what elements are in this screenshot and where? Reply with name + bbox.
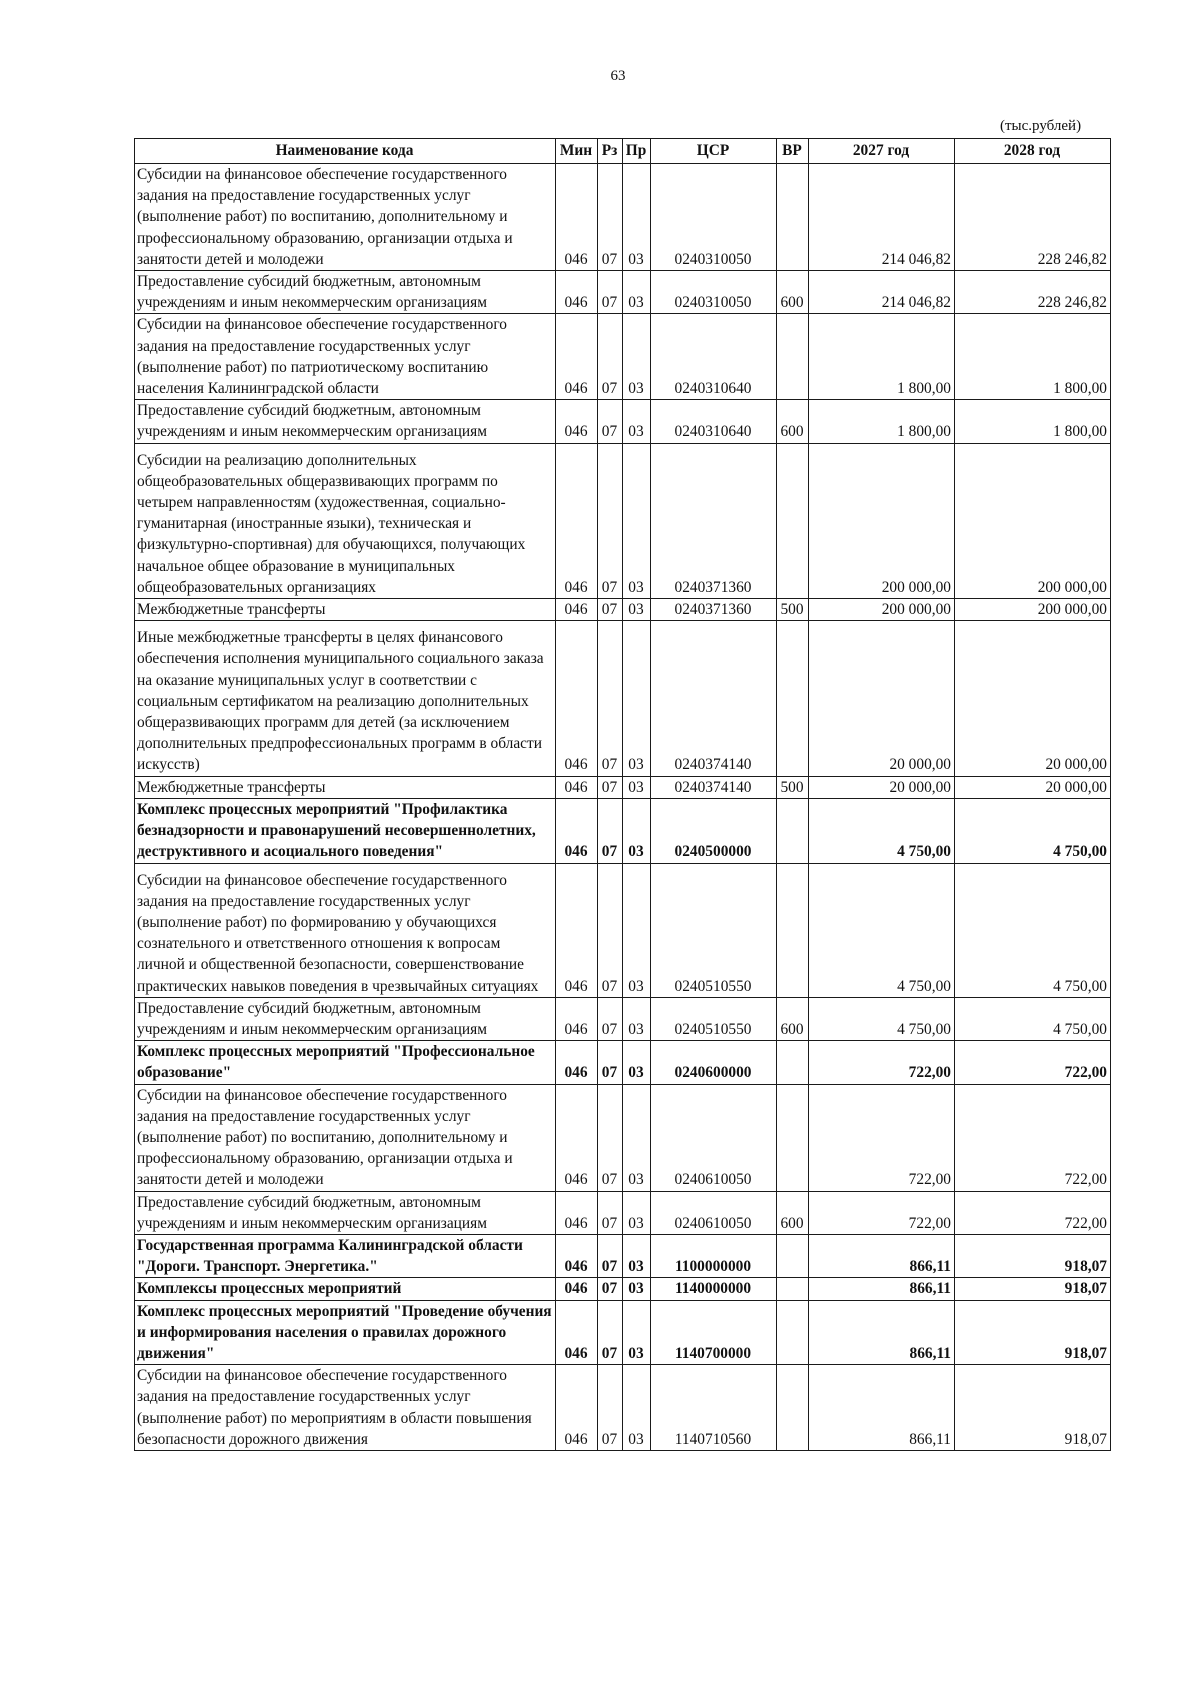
row-vr: [777, 1365, 809, 1451]
row-vr: [777, 1300, 809, 1365]
row-2028: 228 246,82: [955, 164, 1111, 271]
row-2028: 918,07: [955, 1365, 1111, 1451]
row-pr: 03: [623, 798, 651, 863]
header-pr: Пр: [623, 139, 651, 164]
row-2027: 1 800,00: [809, 314, 955, 400]
row-csr: 0240510550: [651, 863, 777, 997]
row-2028: 1 800,00: [955, 314, 1111, 400]
row-pr: 03: [623, 863, 651, 997]
table-row: [135, 314, 1111, 400]
row-2027: 200 000,00: [809, 599, 955, 621]
row-min: 046: [556, 1278, 598, 1300]
row-2028: 722,00: [955, 1084, 1111, 1191]
row-rz: 07: [598, 997, 623, 1040]
row-rz: 07: [598, 1084, 623, 1191]
row-rz: 07: [598, 1041, 623, 1084]
row-2027: 866,11: [809, 1278, 955, 1300]
row-min: 046: [556, 1041, 598, 1084]
row-2027: 1 800,00: [809, 400, 955, 443]
table-row: [135, 1234, 1111, 1277]
header-name: Наименование кода: [135, 139, 556, 164]
row-csr: 0240610050: [651, 1191, 777, 1234]
header-rz: Рз: [598, 139, 623, 164]
row-2027: 20 000,00: [809, 621, 955, 776]
row-rz: 07: [598, 271, 623, 314]
header-2028: 2028 год: [955, 139, 1111, 164]
row-csr: 0240310640: [651, 314, 777, 400]
table-row: [135, 1365, 1111, 1451]
row-min: 046: [556, 798, 598, 863]
row-rz: 07: [598, 164, 623, 271]
row-pr: 03: [623, 599, 651, 621]
row-csr: 1140000000: [651, 1278, 777, 1300]
row-csr: 0240500000: [651, 798, 777, 863]
row-pr: 03: [623, 443, 651, 598]
header-2027: 2027 год: [809, 139, 955, 164]
row-csr: 0240374140: [651, 776, 777, 798]
row-pr: 03: [623, 164, 651, 271]
row-vr: [777, 1234, 809, 1277]
row-2027: 214 046,82: [809, 164, 955, 271]
table-row: [135, 997, 1111, 1040]
row-min: 046: [556, 863, 598, 997]
row-2027: 4 750,00: [809, 863, 955, 997]
row-csr: 0240310050: [651, 271, 777, 314]
row-rz: 07: [598, 599, 623, 621]
row-csr: 0240374140: [651, 621, 777, 776]
row-csr: 0240371360: [651, 599, 777, 621]
table-row: [135, 599, 1111, 621]
table-row: [135, 443, 1111, 598]
row-vr: [777, 314, 809, 400]
row-vr: [777, 164, 809, 271]
row-csr: 1140710560: [651, 1365, 777, 1451]
row-2027: 200 000,00: [809, 443, 955, 598]
table-row: [135, 776, 1111, 798]
row-pr: 03: [623, 1300, 651, 1365]
row-name: Иные межбюджетные трансферты в целях финансового обеспечения исполнения муниципального социального заказа на оказание муниципальных услуг в соответствии с социальным сертификатом на реализацию дополнительных общеразвивающих программ для детей (за исключением дополнительных предпрофессиональных программ в области искусств): [135, 621, 556, 776]
row-2028: 4 750,00: [955, 798, 1111, 863]
row-rz: 07: [598, 776, 623, 798]
row-min: 046: [556, 400, 598, 443]
row-rz: 07: [598, 863, 623, 997]
row-name: Субсидии на финансовое обеспечение государственного задания на предоставление государственных услуг (выполнение работ) по воспитанию, дополнительному и профессиональному образованию, организации отдыха и занятости детей и молодежи: [135, 164, 556, 271]
row-vr: 600: [777, 1191, 809, 1234]
row-name: Предоставление субсидий бюджетным, автономным учреждениям и иным некоммерческим организациям: [135, 271, 556, 314]
row-rz: 07: [598, 1234, 623, 1277]
row-csr: 0240371360: [651, 443, 777, 598]
row-2028: 722,00: [955, 1191, 1111, 1234]
row-min: 046: [556, 1365, 598, 1451]
row-min: 046: [556, 164, 598, 271]
row-name: Предоставление субсидий бюджетным, автономным учреждениям и иным некоммерческим организациям: [135, 1191, 556, 1234]
row-vr: [777, 1084, 809, 1191]
table-row: [135, 1084, 1111, 1191]
table-row: [135, 1041, 1111, 1084]
row-name: Субсидии на финансовое обеспечение государственного задания на предоставление государственных услуг (выполнение работ) по формированию у обучающихся сознательного и ответственного отношения к вопросам личной и общественной безопасности, совершенствование практических навыков поведения в чрезвычайных ситуациях: [135, 863, 556, 997]
row-csr: 0240310640: [651, 400, 777, 443]
units-label: (тыс.рублей): [1000, 118, 1082, 134]
row-name: Комплекс процессных мероприятий "Профессиональное образование": [135, 1041, 556, 1084]
row-2028: 918,07: [955, 1300, 1111, 1365]
row-name: Межбюджетные трансферты: [135, 776, 556, 798]
row-min: 046: [556, 621, 598, 776]
row-vr: 500: [777, 776, 809, 798]
row-name: Комплекс процессных мероприятий "Проведение обучения и информирования населения о правилах дорожного движения": [135, 1300, 556, 1365]
row-min: 046: [556, 776, 598, 798]
row-2027: 722,00: [809, 1084, 955, 1191]
row-name: Субсидии на финансовое обеспечение государственного задания на предоставление государственных услуг (выполнение работ) по патриотическому воспитанию населения Калининградской области: [135, 314, 556, 400]
row-name: Межбюджетные трансферты: [135, 599, 556, 621]
table-row: [135, 1278, 1111, 1300]
row-2028: 918,07: [955, 1234, 1111, 1277]
row-name: Предоставление субсидий бюджетным, автономным учреждениям и иным некоммерческим организациям: [135, 400, 556, 443]
row-rz: 07: [598, 798, 623, 863]
budget-table: [134, 138, 1111, 1451]
row-2028: 4 750,00: [955, 863, 1111, 997]
row-min: 046: [556, 1234, 598, 1277]
row-2028: 20 000,00: [955, 621, 1111, 776]
row-2027: 722,00: [809, 1041, 955, 1084]
row-csr: 0240510550: [651, 997, 777, 1040]
row-rz: 07: [598, 1365, 623, 1451]
header-csr: ЦСР: [651, 139, 777, 164]
table-row: [135, 621, 1111, 776]
row-2028: 20 000,00: [955, 776, 1111, 798]
row-min: 046: [556, 443, 598, 598]
row-rz: 07: [598, 1191, 623, 1234]
row-pr: 03: [623, 400, 651, 443]
row-2028: 200 000,00: [955, 599, 1111, 621]
row-pr: 03: [623, 997, 651, 1040]
row-2028: 200 000,00: [955, 443, 1111, 598]
row-pr: 03: [623, 1365, 651, 1451]
row-2027: 4 750,00: [809, 997, 955, 1040]
row-pr: 03: [623, 1191, 651, 1234]
row-2028: 918,07: [955, 1278, 1111, 1300]
table-row: [135, 400, 1111, 443]
row-vr: 600: [777, 400, 809, 443]
header-vr: ВР: [777, 139, 809, 164]
row-2028: 4 750,00: [955, 997, 1111, 1040]
table-row: [135, 1191, 1111, 1234]
row-pr: 03: [623, 1234, 651, 1277]
row-2027: 866,11: [809, 1365, 955, 1451]
row-vr: [777, 621, 809, 776]
row-name: Комплексы процессных мероприятий: [135, 1278, 556, 1300]
row-2028: 228 246,82: [955, 271, 1111, 314]
row-2027: 866,11: [809, 1234, 955, 1277]
row-2027: 866,11: [809, 1300, 955, 1365]
row-pr: 03: [623, 1278, 651, 1300]
row-csr: 0240610050: [651, 1084, 777, 1191]
row-min: 046: [556, 1191, 598, 1234]
row-csr: 0240310050: [651, 164, 777, 271]
row-rz: 07: [598, 1300, 623, 1365]
table-header-row: [135, 139, 1111, 164]
row-2028: 1 800,00: [955, 400, 1111, 443]
row-name: Субсидии на финансовое обеспечение государственного задания на предоставление государственных услуг (выполнение работ) по мероприятиям в области повышения безопасности дорожного движения: [135, 1365, 556, 1451]
row-pr: 03: [623, 271, 651, 314]
row-min: 046: [556, 1084, 598, 1191]
table-row: [135, 863, 1111, 997]
row-2027: 214 046,82: [809, 271, 955, 314]
row-pr: 03: [623, 314, 651, 400]
row-csr: 0240600000: [651, 1041, 777, 1084]
row-vr: [777, 798, 809, 863]
row-2028: 722,00: [955, 1041, 1111, 1084]
row-vr: [777, 1278, 809, 1300]
row-min: 046: [556, 599, 598, 621]
row-name: Предоставление субсидий бюджетным, автономным учреждениям и иным некоммерческим организациям: [135, 997, 556, 1040]
row-2027: 722,00: [809, 1191, 955, 1234]
row-pr: 03: [623, 1084, 651, 1191]
row-vr: [777, 863, 809, 997]
table-row: [135, 271, 1111, 314]
row-rz: 07: [598, 621, 623, 776]
table-row: [135, 1300, 1111, 1365]
table-row: [135, 798, 1111, 863]
row-min: 046: [556, 314, 598, 400]
row-vr: 600: [777, 271, 809, 314]
row-vr: [777, 443, 809, 598]
row-name: Субсидии на финансовое обеспечение государственного задания на предоставление государственных услуг (выполнение работ) по воспитанию, дополнительному и профессиональному образованию, организации отдыха и занятости детей и молодежи: [135, 1084, 556, 1191]
row-2027: 20 000,00: [809, 776, 955, 798]
page-number: 63: [610, 68, 626, 84]
table-row: [135, 164, 1111, 271]
row-min: 046: [556, 997, 598, 1040]
row-vr: [777, 1041, 809, 1084]
row-name: Государственная программа Калининградской области "Дороги. Транспорт. Энергетика.": [135, 1234, 556, 1277]
row-rz: 07: [598, 443, 623, 598]
row-min: 046: [556, 271, 598, 314]
row-2027: 4 750,00: [809, 798, 955, 863]
row-rz: 07: [598, 314, 623, 400]
row-pr: 03: [623, 1041, 651, 1084]
row-vr: 500: [777, 599, 809, 621]
row-rz: 07: [598, 400, 623, 443]
header-min: Мин: [556, 139, 598, 164]
row-rz: 07: [598, 1278, 623, 1300]
row-pr: 03: [623, 776, 651, 798]
row-vr: 600: [777, 997, 809, 1040]
row-pr: 03: [623, 621, 651, 776]
row-name: Субсидии на реализацию дополнительных общеобразовательных общеразвивающих программ по четырем направленностям (художественная, социально-гуманитарная (иностранные языки), техническая и физкультурно-спортивная) для обучающихся, получающих начальное общее образование в муниципальных общеобразовательных организациях: [135, 443, 556, 598]
row-csr: 1100000000: [651, 1234, 777, 1277]
row-csr: 1140700000: [651, 1300, 777, 1365]
row-name: Комплекс процессных мероприятий "Профилактика безнадзорности и правонарушений несовершеннолетних, деструктивного и асоциального поведения": [135, 798, 556, 863]
row-min: 046: [556, 1300, 598, 1365]
